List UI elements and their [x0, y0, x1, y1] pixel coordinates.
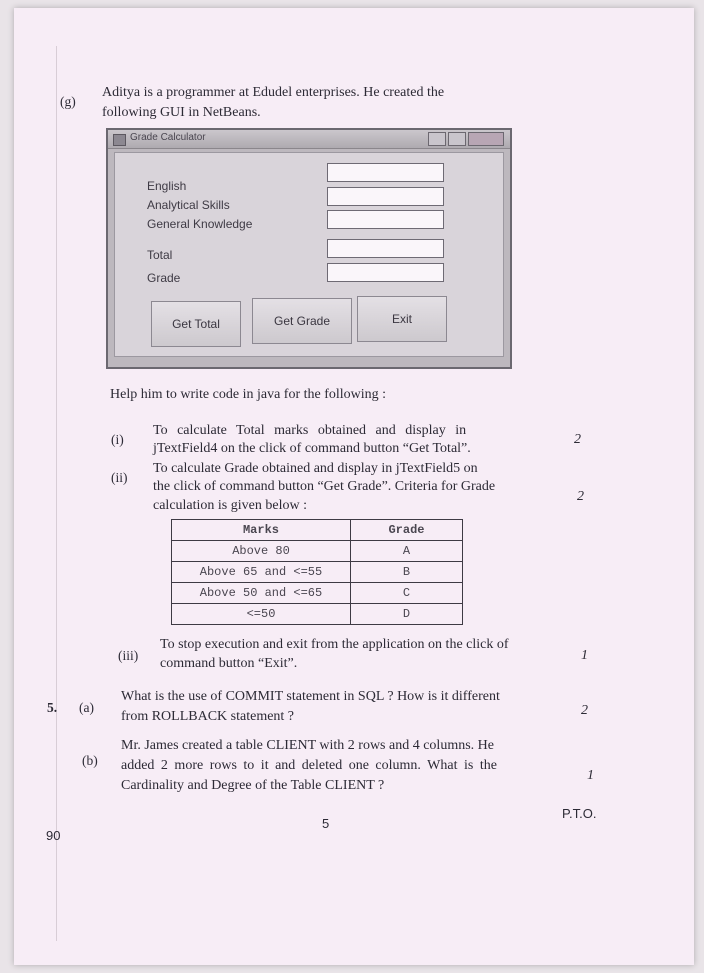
item-i-line1: To calculate Total marks obtained and display in: [153, 423, 467, 438]
item-iii-line2: command button “Exit”.: [160, 656, 298, 671]
item-iii-marks: 1: [581, 648, 588, 663]
question-5b-label: (b): [82, 753, 98, 768]
question-g-line1: Aditya is a programmer at Edudel enterprises. He created the: [102, 85, 445, 100]
cell-marks: <=50: [172, 604, 351, 625]
label-english: English: [147, 179, 187, 193]
item-ii-line2: the click of command button “Get Grade”. Criteria for Grade: [153, 479, 496, 494]
item-iii-line1: To stop execution and exit from the application on the click of: [160, 637, 509, 652]
question-5a-line2: from ROLLBACK statement ?: [121, 709, 295, 724]
get-grade-button[interactable]: Get Grade: [252, 298, 352, 344]
question-5b-marks: 1: [587, 768, 594, 783]
window-content: [114, 152, 504, 357]
label-general-knowledge: General Knowledge: [147, 217, 253, 231]
item-i-marks: 2: [574, 432, 581, 447]
question-5b-line2: added 2 more rows to it and deleted one column. What is the: [121, 758, 497, 773]
table-header-row: [172, 520, 463, 541]
exit-button[interactable]: Exit: [357, 296, 447, 342]
cell-marks: Above 80: [172, 541, 351, 562]
minimize-icon[interactable]: [428, 132, 446, 146]
label-analytical-skills: Analytical Skills: [147, 198, 230, 212]
app-icon: [113, 134, 126, 146]
item-i-label: (i): [111, 432, 124, 447]
question-5b-line1: Mr. James created a table CLIENT with 2 rows and 4 columns. He: [121, 738, 494, 753]
pto-text: P.T.O.: [562, 806, 597, 821]
label-total: Total: [147, 248, 173, 262]
question-5b-line3: Cardinality and Degree of the Table CLIENT ?: [121, 778, 385, 793]
item-ii-line3: calculation is given below :: [153, 498, 307, 513]
textfield-analytical[interactable]: [327, 187, 444, 206]
textfield-english[interactable]: [327, 163, 444, 182]
table-row: [172, 541, 463, 562]
cell-grade: C: [351, 583, 463, 604]
question-5a-line1: What is the use of COMMIT statement in SQL ? How is it different: [121, 689, 500, 704]
item-i-line2: jTextField4 on the click of command button “Get Total”.: [153, 441, 471, 456]
grade-criteria-table: [171, 519, 463, 625]
question-5-number: 5.: [47, 700, 58, 715]
textfield-total[interactable]: [327, 239, 444, 258]
label-grade: Grade: [147, 271, 181, 285]
question-g-label: (g): [60, 94, 76, 109]
close-icon[interactable]: [468, 132, 504, 146]
cell-marks: Above 65 and <=55: [172, 562, 351, 583]
page-number: 5: [322, 816, 330, 831]
grade-calculator-window: [106, 128, 512, 369]
textfield-grade[interactable]: [327, 263, 444, 282]
cell-grade: A: [351, 541, 463, 562]
header-marks: Marks: [172, 520, 351, 541]
textfield-general-knowledge[interactable]: [327, 210, 444, 229]
item-ii-line1: To calculate Grade obtained and display in jTextField5 on: [153, 461, 478, 476]
paper-code: 90: [46, 828, 61, 843]
maximize-icon[interactable]: [448, 132, 466, 146]
table-row: [172, 604, 463, 625]
help-text: Help him to write code in java for the following :: [110, 387, 387, 402]
item-ii-label: (ii): [111, 470, 128, 485]
window-title: Grade Calculator: [130, 132, 206, 143]
cell-grade: D: [351, 604, 463, 625]
window-titlebar: [108, 130, 510, 149]
question-5a-label: (a): [79, 700, 94, 715]
question-5a-marks: 2: [581, 703, 588, 718]
question-g-line2: following GUI in NetBeans.: [102, 105, 261, 120]
table-row: [172, 562, 463, 583]
table-row: [172, 583, 463, 604]
cell-marks: Above 50 and <=65: [172, 583, 351, 604]
item-ii-marks: 2: [577, 489, 584, 504]
item-iii-label: (iii): [118, 648, 139, 663]
cell-grade: B: [351, 562, 463, 583]
get-total-button[interactable]: Get Total: [151, 301, 241, 347]
header-grade: Grade: [351, 520, 463, 541]
